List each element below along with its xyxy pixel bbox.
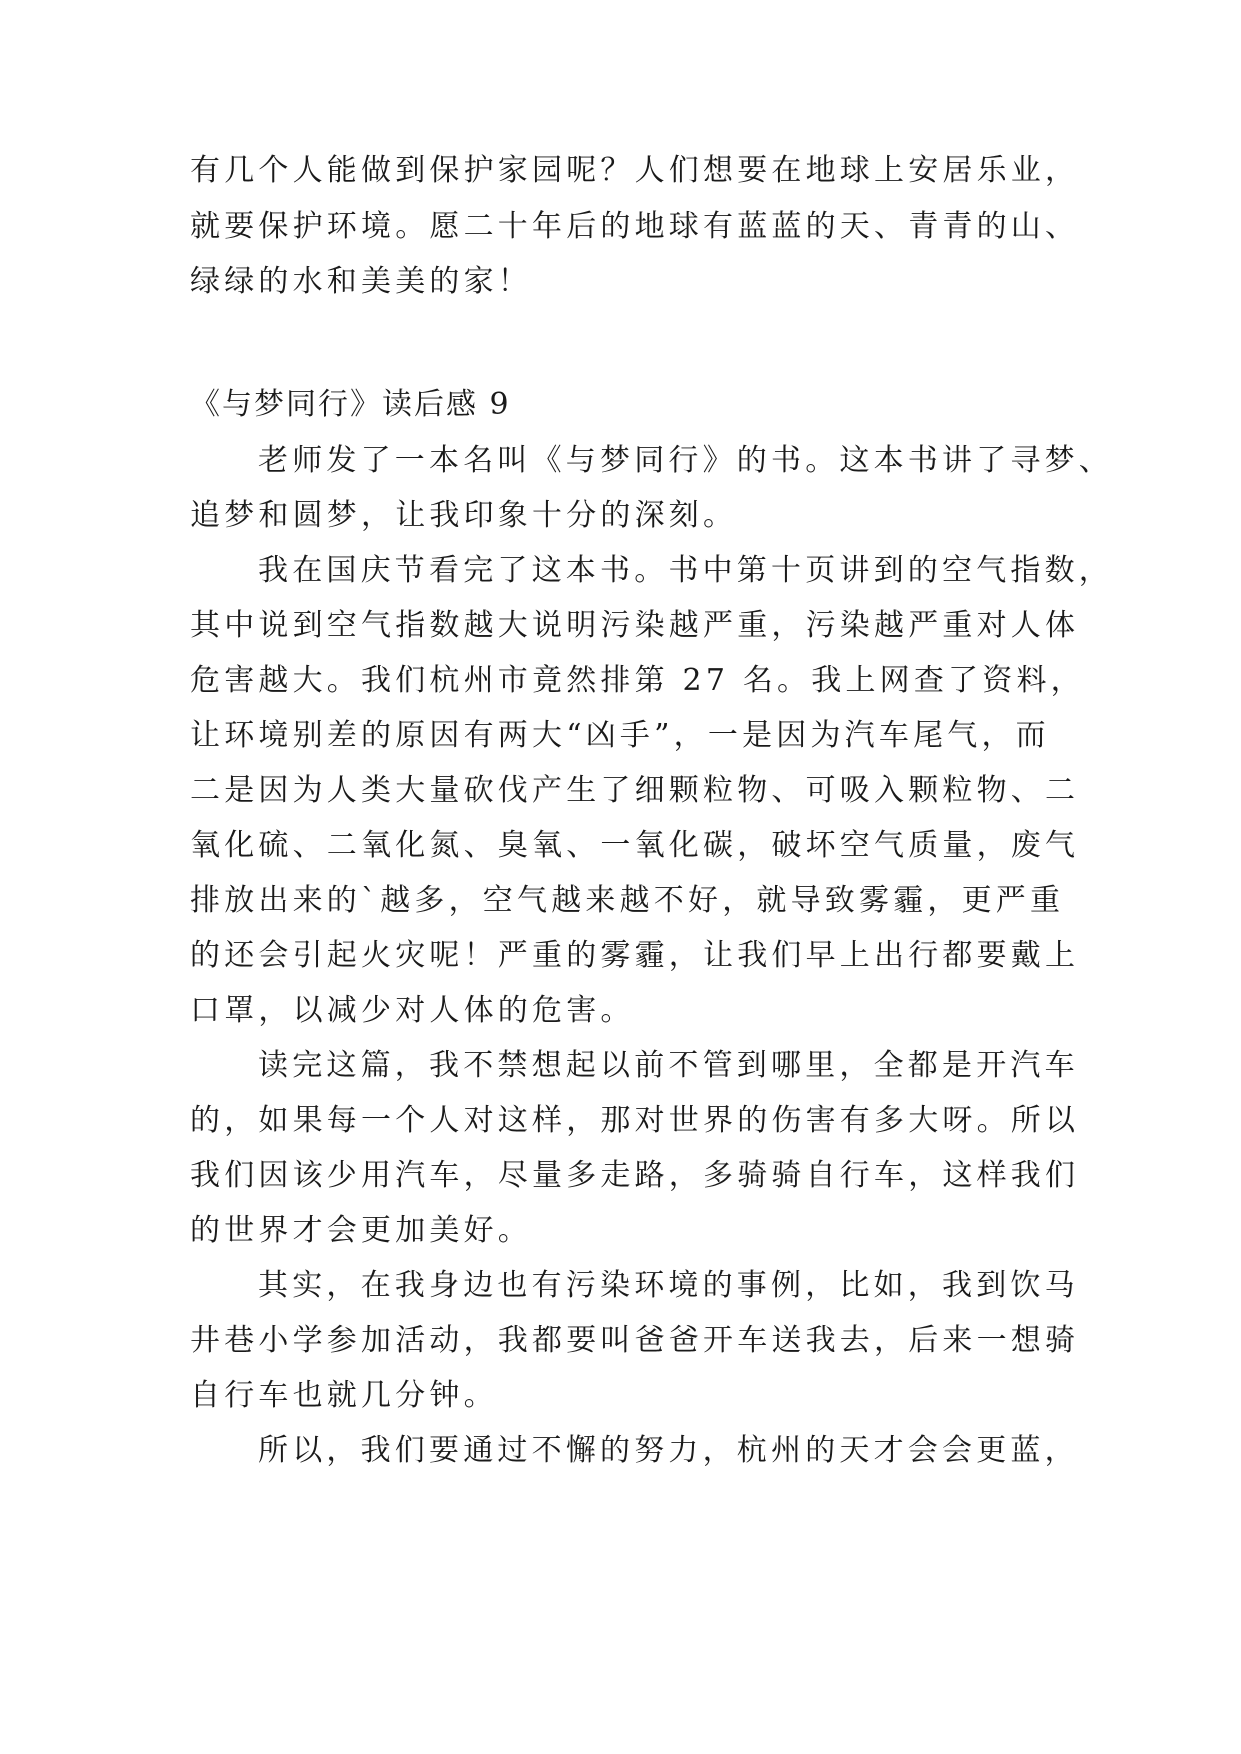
intro-line: 就要保护环境。愿二十年后的地球有蓝蓝的天、青青的山、 bbox=[190, 209, 1080, 244]
intro-line: 绿绿的水和美美的家！ bbox=[190, 264, 532, 299]
paragraph-line: 我在国庆节看完了这本书。书中第十页讲到的空气指数， bbox=[258, 553, 1113, 588]
paragraph-line: 所以，我们要通过不懈的努力，杭州的天才会会更蓝， bbox=[258, 1433, 1079, 1468]
paragraph-line: 井巷小学参加活动，我都要叫爸爸开车送我去，后来一想骑 bbox=[190, 1323, 1080, 1358]
paragraph-line: 氧化硫、二氧化氮、臭氧、一氧化碳，破坏空气质量，废气 bbox=[190, 828, 1080, 863]
paragraph-line: 读完这篇，我不禁想起以前不管到哪里，全都是开汽车 bbox=[258, 1048, 1079, 1083]
section-title: 《与梦同行》读后感 9 bbox=[190, 387, 511, 422]
paragraph-line: 排放出来的`越多，空气越来越不好，就导致雾霾，更严重 bbox=[190, 883, 1065, 918]
paragraph-line: 其中说到空气指数越大说明污染越严重，污染越严重对人体 bbox=[190, 608, 1080, 643]
intro-line: 有几个人能做到保护家园呢？人们想要在地球上安居乐业， bbox=[190, 153, 1080, 188]
paragraph-line: 口罩，以减少对人体的危害。 bbox=[190, 993, 635, 1028]
paragraph-line: 二是因为人类大量砍伐产生了细颗粒物、可吸入颗粒物、二 bbox=[190, 773, 1080, 808]
paragraph-line: 的，如果每一个人对这样，那对世界的伤害有多大呀。所以 bbox=[190, 1103, 1080, 1138]
paragraph-line: 的还会引起火灾呢！严重的雾霾，让我们早上出行都要戴上 bbox=[190, 938, 1080, 973]
paragraph-line: 追梦和圆梦，让我印象十分的深刻。 bbox=[190, 498, 738, 533]
paragraph-line: 让环境别差的原因有两大“凶手”，一是因为汽车尾气，而 bbox=[190, 718, 1050, 753]
paragraph-line: 的世界才会更加美好。 bbox=[190, 1213, 532, 1248]
paragraph-line: 其实，在我身边也有污染环境的事例，比如，我到饮马 bbox=[258, 1268, 1079, 1303]
paragraph-line: 我们因该少用汽车，尽量多走路，多骑骑自行车，这样我们 bbox=[190, 1158, 1080, 1193]
paragraph-line: 危害越大。我们杭州市竟然排第 27 名。我上网查了资料， bbox=[190, 663, 1085, 698]
paragraph-line: 老师发了一本名叫《与梦同行》的书。这本书讲了寻梦、 bbox=[258, 443, 1113, 478]
paragraph-line: 自行车也就几分钟。 bbox=[190, 1378, 498, 1413]
